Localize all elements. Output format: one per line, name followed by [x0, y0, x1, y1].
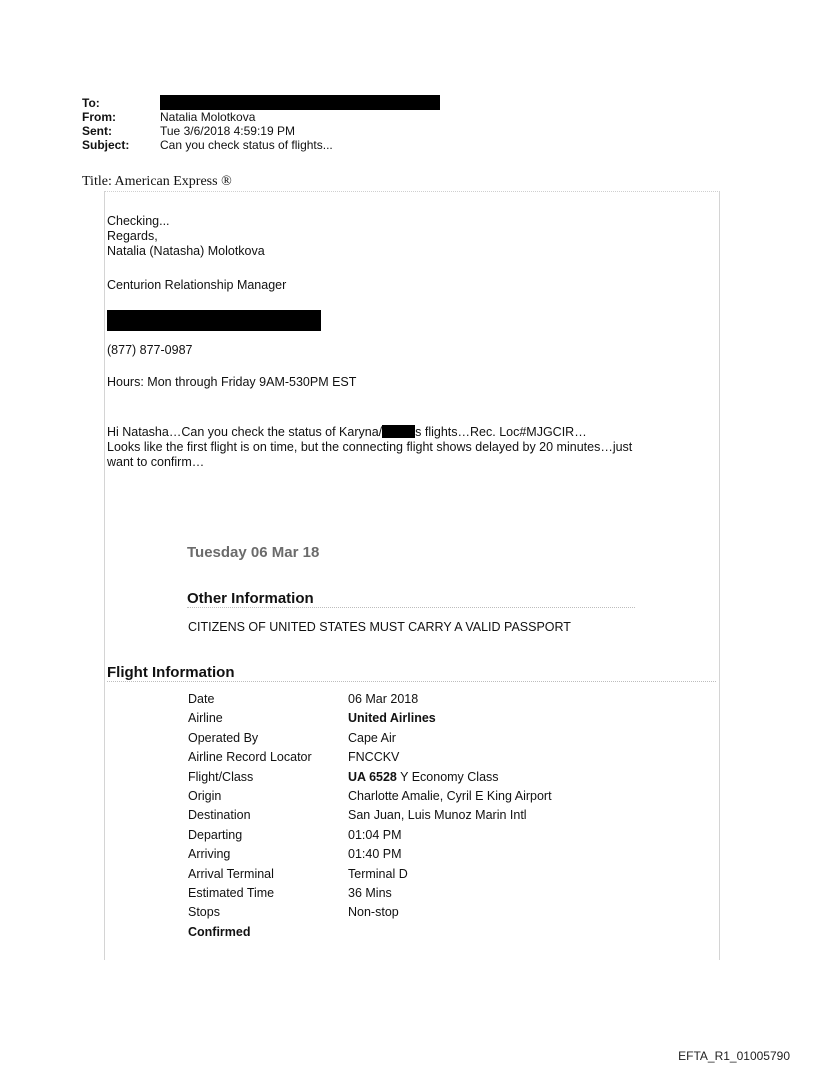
field-label: Arrival Terminal [188, 866, 274, 881]
from-row [82, 110, 440, 124]
field-label: Airline [188, 711, 223, 726]
itinerary-date-heading: Tuesday 06 Mar 18 [187, 544, 320, 561]
field-label: Estimated Time [188, 885, 275, 900]
signature-phone: (877) 877-0987 [107, 343, 193, 357]
flight-number: UA 6528 [348, 769, 397, 784]
table-row [188, 692, 552, 711]
table-row [188, 828, 552, 847]
subject-row [82, 138, 440, 152]
field-value: San Juan, Luis Munoz Marin Intl [348, 808, 527, 823]
sent-value: Tue 3/6/2018 4:59:19 PM [160, 124, 295, 138]
flight-information-heading: Flight Information [107, 664, 235, 681]
field-value: 36 Mins [348, 885, 392, 900]
table-row [188, 867, 552, 886]
field-value [348, 770, 552, 789]
section-divider [187, 607, 635, 608]
message-line-3: want to confirm… [107, 455, 205, 469]
to-row [82, 96, 440, 110]
message-text-part1: Hi Natasha…Can you check the status of Karyna/ [107, 425, 383, 439]
subject-value: Can you check status of flights... [160, 138, 333, 152]
field-value: 01:40 PM [348, 847, 402, 862]
field-label: Origin [188, 788, 222, 803]
signature-role: Centurion Relationship Manager [107, 278, 287, 292]
field-value: Terminal D [348, 866, 408, 881]
field-value: FNCCKV [348, 750, 400, 765]
redaction-bar [107, 310, 321, 331]
redaction-bar [382, 425, 415, 438]
field-label: Operated By [188, 730, 259, 745]
flight-class: Y Economy Class [396, 769, 499, 784]
signature-hours: Hours: Mon through Friday 9AM-530PM EST [107, 375, 357, 389]
redaction-bar [160, 95, 440, 110]
field-label: Date [188, 692, 215, 706]
field-value: Charlotte Amalie, Cyril E King Airport [348, 788, 552, 803]
to-label: To: [82, 96, 100, 110]
from-label: From: [82, 110, 116, 124]
document-id: EFTA_R1_01005790 [678, 1049, 790, 1063]
sent-row [82, 124, 440, 138]
table-row [188, 808, 552, 827]
table-row [188, 847, 552, 866]
checking-text: Checking... [107, 214, 170, 228]
field-value: Non-stop [348, 905, 399, 920]
field-value: Cape Air [348, 730, 396, 745]
message-line-1 [107, 425, 587, 440]
regards-text: Regards, [107, 229, 158, 243]
table-row [188, 925, 552, 944]
sent-label: Sent: [82, 124, 112, 138]
email-header [82, 96, 440, 152]
flight-details-table [188, 692, 552, 944]
field-value: 01:04 PM [348, 827, 402, 842]
other-information-heading: Other Information [187, 590, 314, 607]
booking-status: Confirmed [188, 924, 251, 939]
from-value: Natalia Molotkova [160, 110, 256, 124]
signature-name: Natalia (Natasha) Molotkova [107, 244, 265, 258]
field-label: Departing [188, 827, 243, 842]
message-line-2: Looks like the first flight is on time, but the connecting flight shows delayed by 20 minutes…just [107, 440, 633, 454]
field-label: Flight/Class [188, 769, 254, 784]
message-text-part2: s flights…Rec. Loc#MJGCIR… [415, 425, 587, 439]
field-label: Airline Record Locator [188, 750, 312, 765]
table-row [188, 731, 552, 750]
table-row [188, 789, 552, 808]
table-row [188, 750, 552, 769]
field-label: Arriving [188, 847, 231, 862]
table-row [188, 905, 552, 924]
field-value: 06 Mar 2018 [348, 692, 419, 706]
document-title: Title: American Express ® [82, 174, 232, 189]
field-label: Destination [188, 808, 251, 823]
subject-label: Subject: [82, 138, 130, 152]
table-row [188, 711, 552, 730]
table-row [188, 770, 552, 789]
section-divider [107, 681, 716, 682]
field-value: United Airlines [348, 711, 436, 726]
table-row [188, 886, 552, 905]
other-information-text: CITIZENS OF UNITED STATES MUST CARRY A VALID PASSPORT [188, 620, 571, 634]
field-label: Stops [188, 905, 220, 920]
